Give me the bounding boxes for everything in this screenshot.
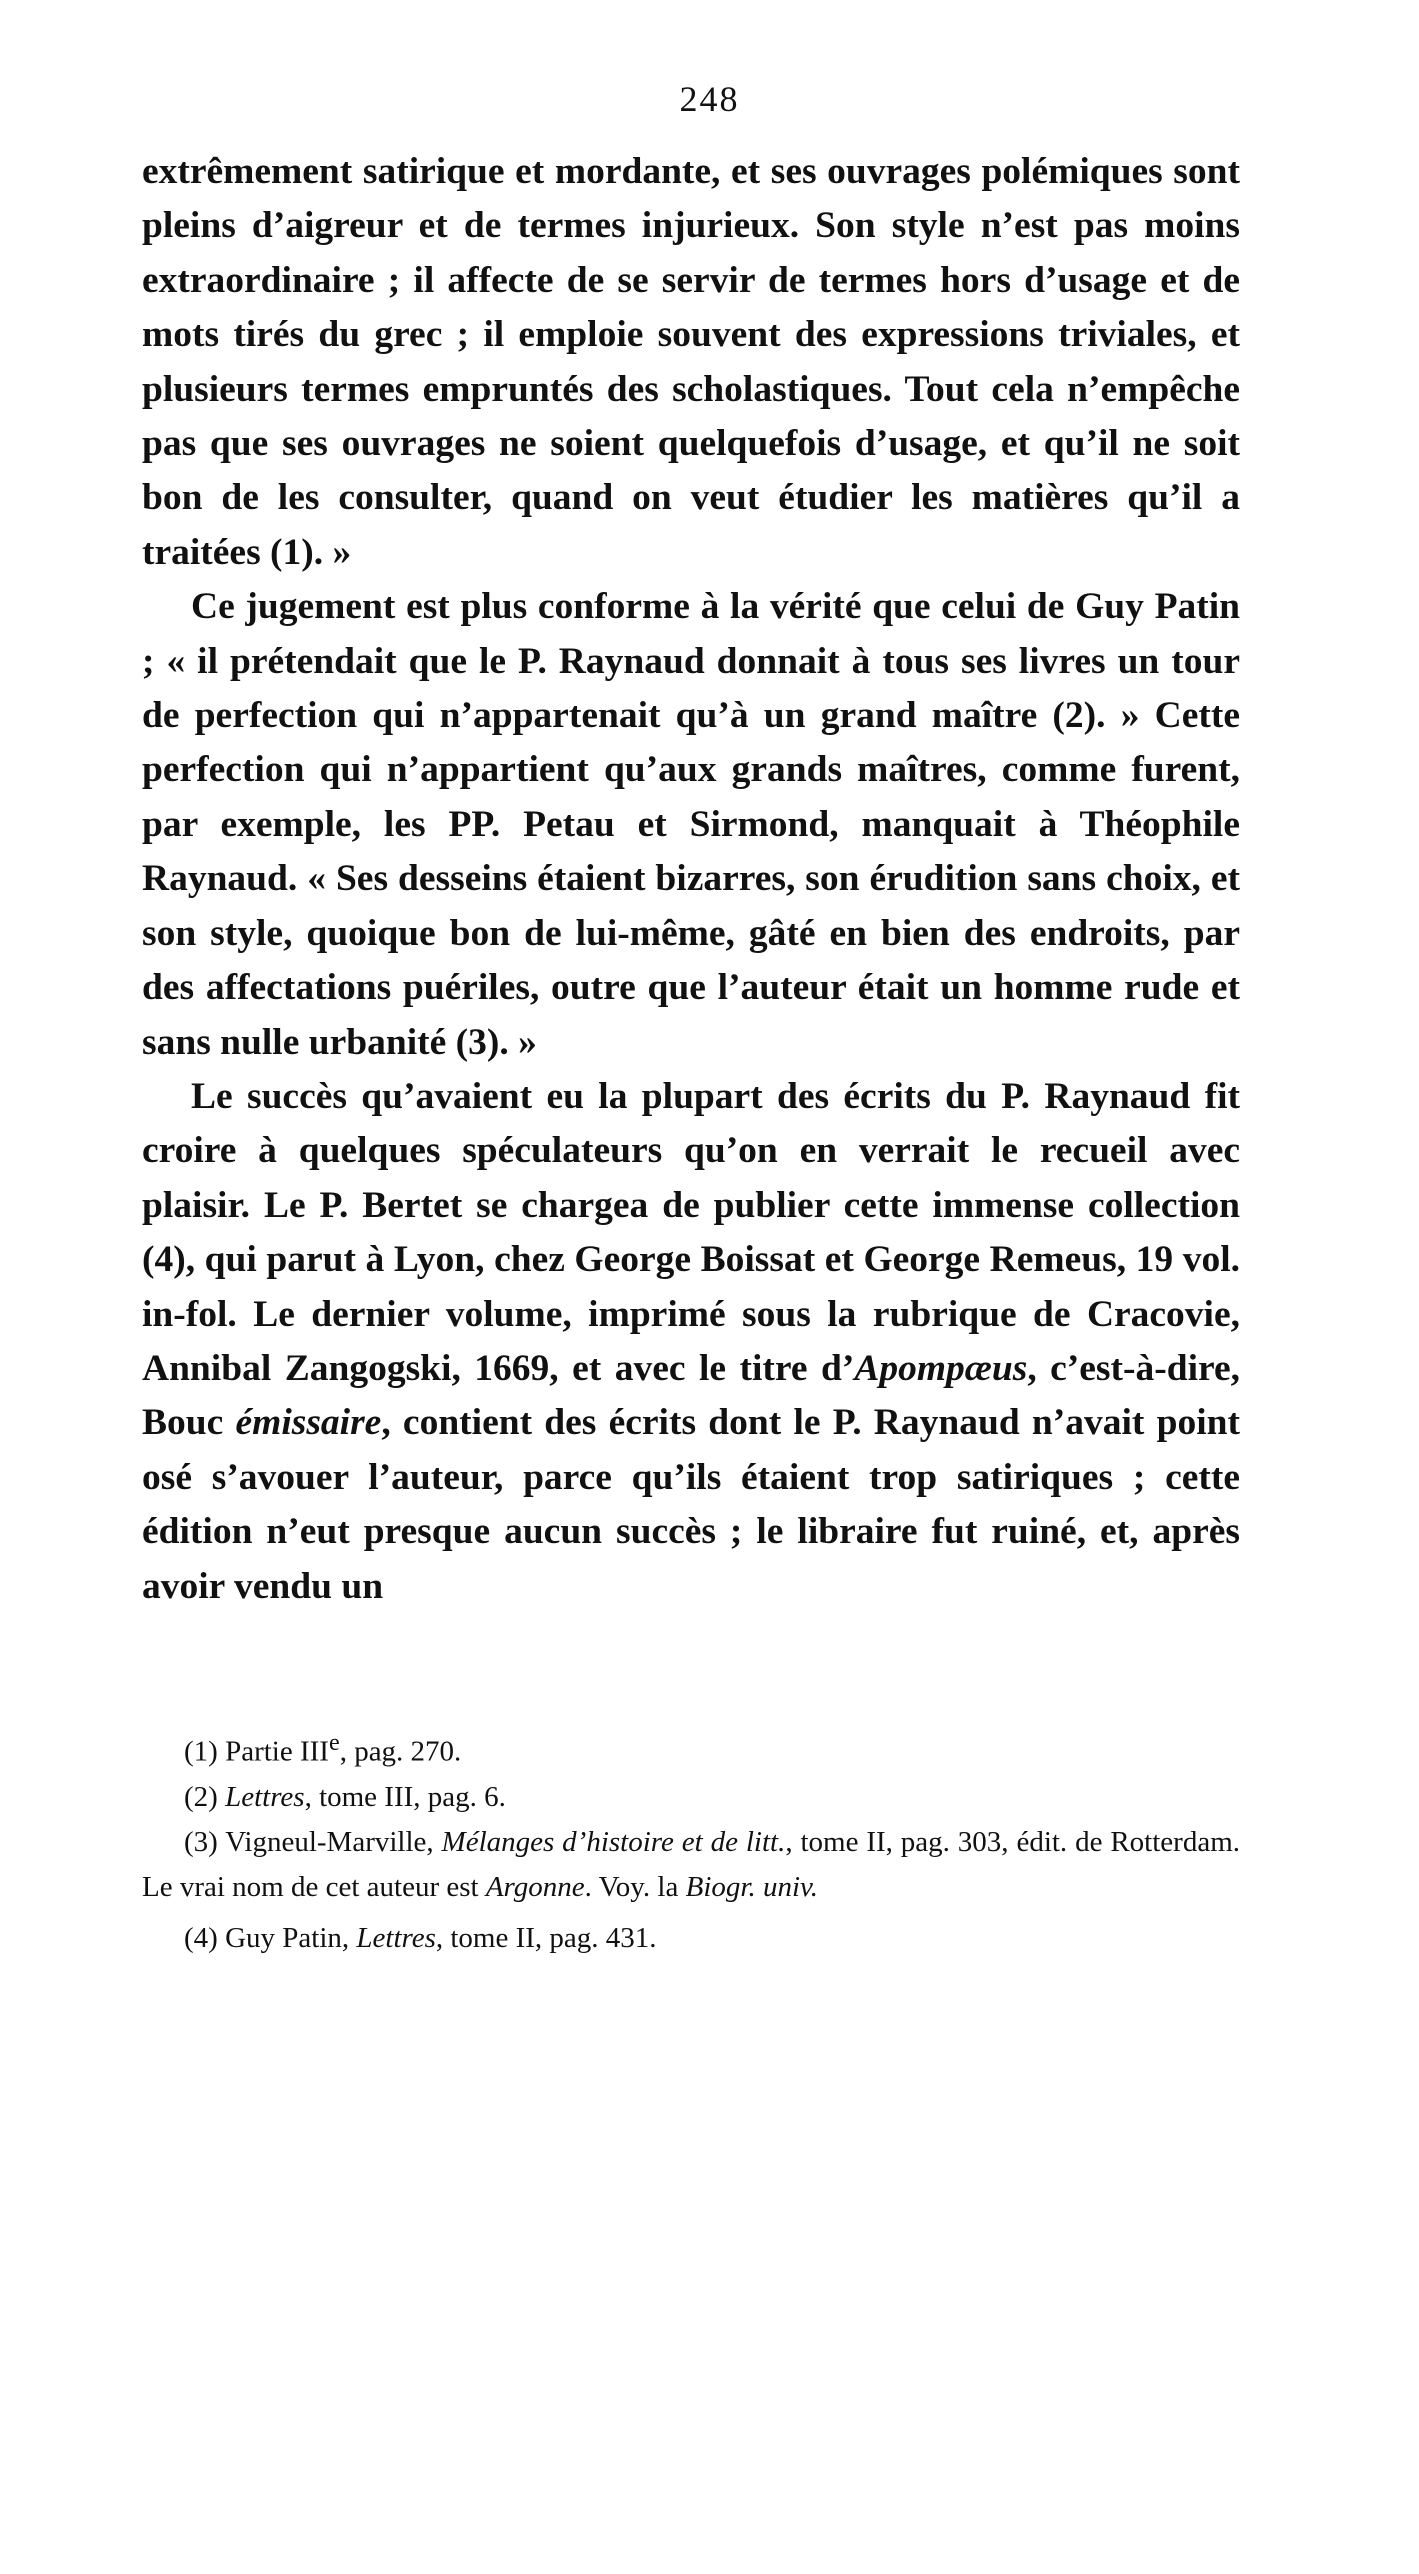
footnote-1-rest: , pag. 270.: [339, 1735, 462, 1768]
paragraph-3: [142, 1070, 1240, 1614]
footnote-4-title: Lettres: [356, 1921, 436, 1954]
footnotes: [142, 1720, 1240, 1961]
footnote-4-rest: , tome II, pag. 431.: [435, 1921, 657, 1954]
footnote-1: [142, 1720, 1240, 1775]
footnote-2: [142, 1775, 1240, 1820]
footnote-3-ref: Biogr. univ.: [685, 1870, 818, 1903]
footnote-3-title: Mélanges d’histoire et de litt.: [441, 1825, 786, 1858]
footnote-3-author: Vigneul-Marville,: [225, 1825, 442, 1858]
footnote-3-mid: , tome II, pag. 303, édit. de Rotterdam. Le vrai nom de cet auteur est: [142, 1825, 1240, 1903]
footnote-3: [142, 1820, 1240, 1910]
book-title-apompaeus: Apompæus: [854, 1347, 1028, 1389]
emphasis-emissaire: émissaire: [235, 1402, 382, 1444]
paragraph-1: extrêmement satirique et mordante, et ses ouvrages polémiques sont pleins d’aigreur et de termes injurieux. Son style n’est pas moins extraordinaire ; il affecte de se servir de termes hors d’usage et de mots tirés du grec ; il emploie souvent des expressions triviales, et plusieurs termes empruntés des scholastiques. Tout cela n’empêche pas que ses ouvrages ne soient quelquefois d’usage, et qu’il ne soit bon de les consulter, quand on veut étudier les matières qu’il a traitées (1). »: [142, 151, 1240, 573]
paragraph-3-text-b: , c’est-à-dire, Bouc: [142, 1347, 1240, 1444]
footnote-4-author: Guy Patin,: [225, 1921, 357, 1954]
body-text: [142, 145, 1240, 1614]
paragraph-2: Ce jugement est plus conforme à la vérité que celui de Guy Patin ; « il prétendait que le P. Raynaud donnait à tous ses livres un tour de perfection qui n’appartenait qu’à un grand maître (2). » Cette perfection qui n’appartient qu’aux grands maîtres, comme furent, par exemple, les PP. Petau et Sirmond, manquait à Théophile Raynaud. « Ses desseins étaient bizarres, son érudition sans choix, et son style, quoique bon de lui-même, gâté en bien des endroits, par des affectations puériles, outre que l’auteur était un homme rude et sans nulle urbanité (3). »: [142, 586, 1240, 1063]
footnote-3-mid2: . Voy. la: [584, 1870, 686, 1903]
footnote-3-mark: (3): [184, 1825, 218, 1858]
footnote-2-rest: , tome III, pag. 6.: [304, 1780, 506, 1813]
paragraph-3-text-c: , contient des écrits dont le P. Raynaud n’avait point osé s’avouer l’auteur, parce qu’ils étaient trop satiriques ; cette édition n’eut presque aucun succès ; le libraire fut ruiné, et, après avoir vendu un: [142, 1402, 1241, 1607]
paragraph-3-text-a: Le succès qu’avaient eu la plupart des écrits du P. Raynaud fit croire à quelques spéculateurs qu’on en verrait le recueil avec plaisir. Le P. Bertet se chargea de publier cette immense collection (4), qui parut à Lyon, chez George Boissat et George Remeus, 19 vol. in-fol. Le dernier volume, imprimé sous la rubrique de Cracovie, Annibal Zangogski, 1669, et avec le titre d’: [142, 1075, 1240, 1389]
footnote-4: [142, 1916, 1240, 1961]
footnote-1-mark: (1): [184, 1735, 218, 1768]
footnote-4-mark: (4): [184, 1921, 218, 1954]
footnote-3-name: Argonne: [485, 1870, 585, 1903]
page-number: 248: [679, 79, 740, 119]
footnote-1-text: Partie III: [225, 1735, 329, 1768]
footnote-2-title: Lettres: [225, 1780, 305, 1813]
footnote-1-sup: e: [328, 1729, 340, 1756]
footnote-2-mark: (2): [184, 1780, 218, 1813]
